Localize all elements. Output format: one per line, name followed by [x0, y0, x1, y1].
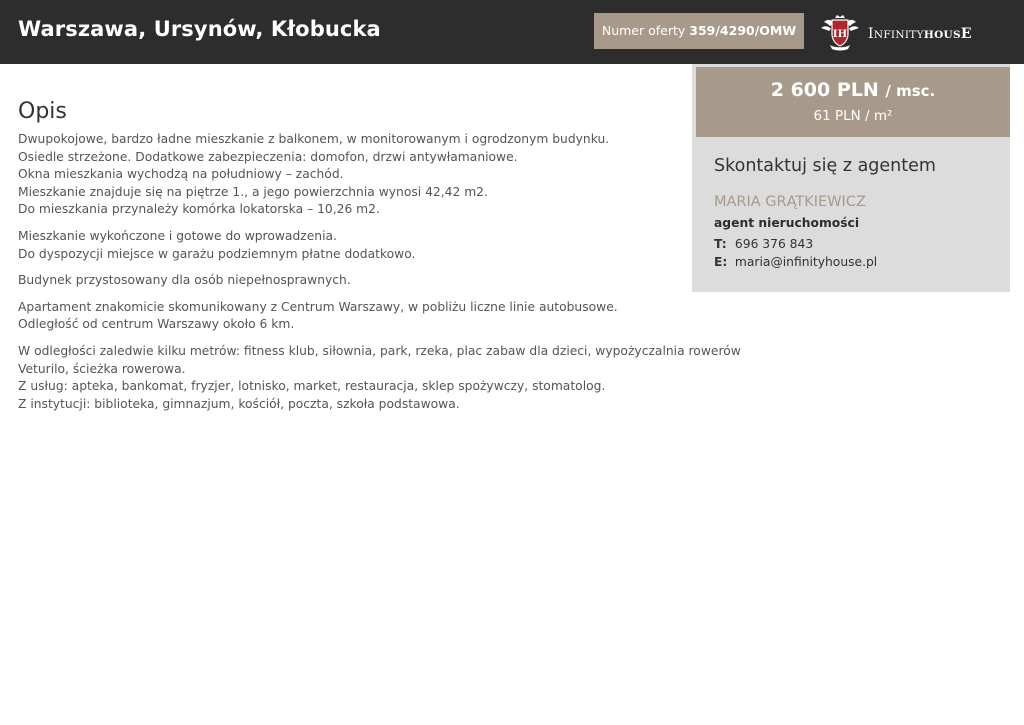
- description-paragraph: [18, 131, 678, 219]
- description-line: Do dyspozycji miejsce w garażu podziemnym płatne dodatkowo.: [18, 246, 416, 261]
- description-paragraph: [18, 299, 678, 334]
- agent-phone-row: [714, 237, 813, 251]
- offer-label: Numer oferty: [601, 23, 686, 38]
- description-line: Mieszkanie wykończone i gotowe do wprowadzenia.: [18, 228, 337, 243]
- description-line: Veturilo, ścieżka rowerowa.: [18, 361, 186, 376]
- description-line: Dwupokojowe, bardzo ładne mieszkanie z balkonem, w monitorowanym i ogrodzonym budynku.: [18, 132, 610, 146]
- agent-email-link[interactable]: maria@infinityhouse.pl: [734, 255, 878, 269]
- price-unit: / msc.: [885, 82, 936, 100]
- description-line: Apartament znakomicie skomunikowany z Centrum Warszawy, w pobliżu liczne linie autobusowe.: [18, 299, 618, 314]
- email-label: E:: [714, 255, 728, 269]
- description-line: Okna mieszkania wychodzą na południowy – zachód.: [18, 167, 344, 182]
- description-paragraph: [18, 272, 678, 290]
- agent-name: MARIA GRĄTKIEWICZ: [714, 194, 866, 210]
- description-text: [18, 131, 741, 422]
- logo-wordmark: INFINITYHOUSE: [868, 26, 972, 42]
- page-title: Warszawa, Ursynów, Kłobucka: [18, 17, 381, 41]
- agent-email-row: [714, 255, 877, 269]
- description-line: Do mieszkania przynależy komórka lokatorska – 10,26 m2.: [18, 202, 380, 217]
- description-paragraph: [18, 228, 678, 263]
- description-heading: Opis: [18, 98, 67, 124]
- price-monthly: [696, 79, 1010, 101]
- agent-phone-link[interactable]: 696 376 843: [734, 237, 814, 251]
- agent-role: agent nieruchomości: [714, 216, 860, 230]
- contact-heading: Skontaktuj się z agentem: [714, 156, 936, 176]
- description-line: Odległość od centrum Warszawy około 6 km.: [18, 317, 295, 332]
- offer-number-badge: [594, 13, 804, 49]
- description-line: W odległości zaledwie kilku metrów: fitness klub, siłownia, park, rzeka, plac zabaw dla dzieci, wypożyczalnia rowerów: [18, 343, 741, 358]
- logo-initials: IH: [832, 29, 848, 40]
- description-line: Z instytucji: biblioteka, gimnazjum, kościół, poczta, szkoła podstawowa.: [18, 396, 460, 411]
- price-per-m2: 61 PLN / m²: [813, 108, 893, 124]
- description-line: Mieszkanie znajduje się na piętrze 1., a jego powierzchnia wynosi 42,42 m2.: [18, 184, 488, 199]
- description-line: Budynek przystosowany dla osób niepełnosprawnych.: [18, 273, 351, 288]
- price-value: 2 600 PLN: [770, 79, 879, 101]
- description-line: Z usług: apteka, bankomat, fryzjer, lotnisko, market, restauracja, sklep spożywczy, stomatolog.: [18, 379, 606, 394]
- infinityhouse-logo[interactable]: [818, 12, 978, 52]
- offer-number: 359/4290/OMW: [689, 23, 797, 38]
- description-line: Osiedle strzeżone. Dodatkowe zabezpieczenia: domofon, drzwi antywłamaniowe.: [18, 149, 518, 164]
- header-bar: [0, 0, 1024, 64]
- crest-logo-icon: [818, 12, 862, 52]
- description-paragraph: [18, 343, 741, 413]
- phone-label: T:: [714, 237, 727, 251]
- price-box: [696, 67, 1010, 137]
